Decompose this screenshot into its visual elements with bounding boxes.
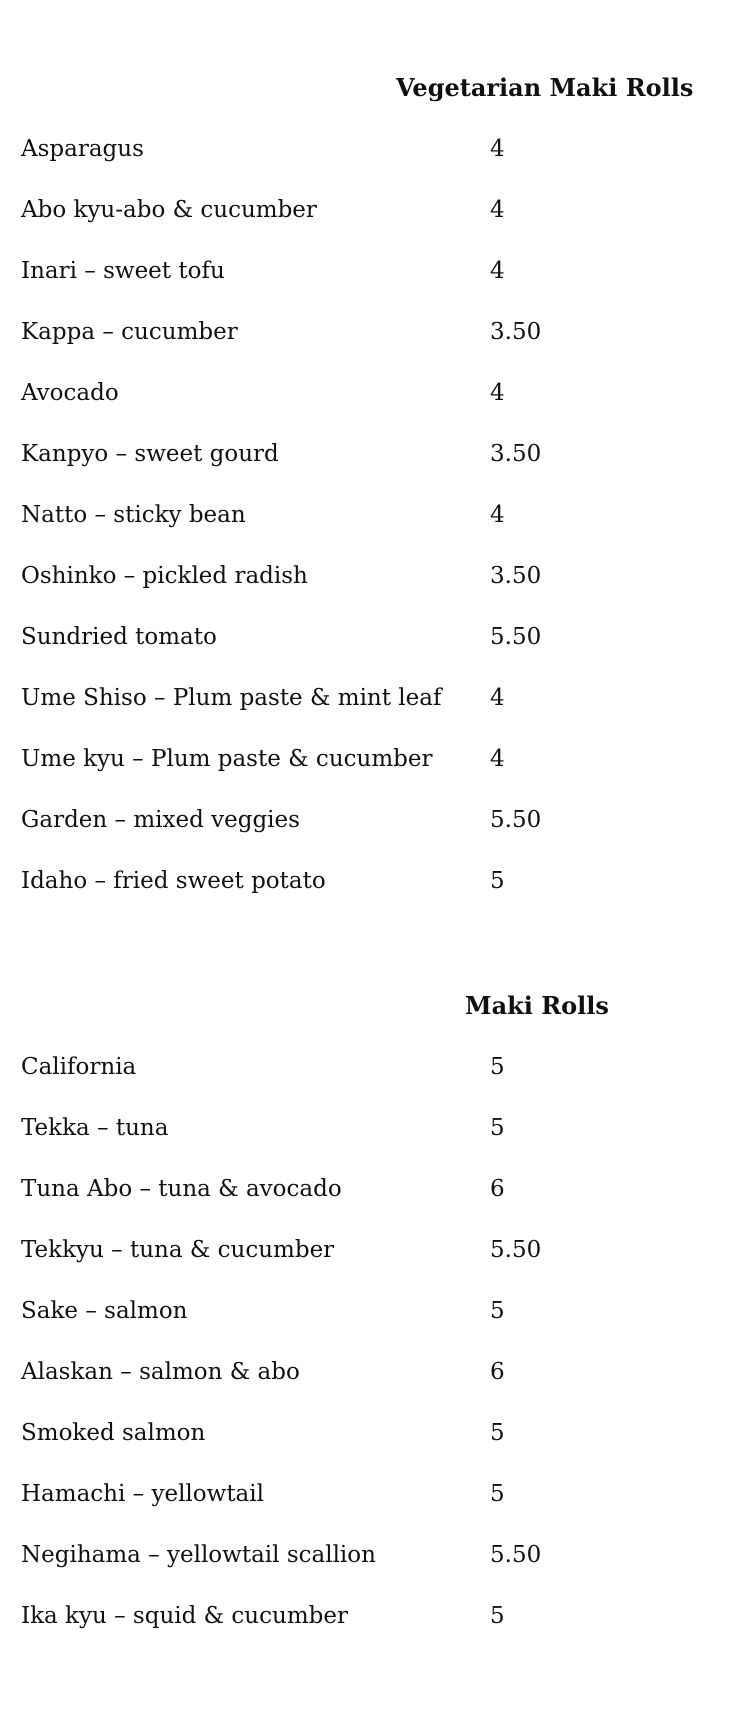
menu-item-name: Natto – sticky bean — [21, 502, 246, 528]
menu-item-name: Ume kyu – Plum paste & cucumber — [21, 746, 433, 772]
menu-item-price: 4 — [490, 685, 505, 711]
menu-item-name: Oshinko – pickled radish — [21, 563, 308, 589]
menu-item — [0, 1174, 750, 1235]
menu-item-price: 3.50 — [490, 319, 542, 345]
menu-item — [0, 1052, 750, 1113]
menu-item-name: Tekka – tuna — [21, 1115, 169, 1141]
menu-item-name: Abo kyu-abo & cucumber — [21, 197, 317, 223]
menu-item-name: Hamachi – yellowtail — [21, 1481, 264, 1507]
menu-item-name: Smoked salmon — [21, 1420, 206, 1446]
menu-item — [0, 1418, 750, 1479]
menu-item-price: 6 — [490, 1359, 505, 1385]
menu-item-name: Kappa – cucumber — [21, 319, 238, 345]
menu-item-price: 5.50 — [490, 807, 542, 833]
menu-item — [0, 1296, 750, 1357]
menu-item — [0, 256, 750, 317]
menu-item-price: 4 — [490, 258, 505, 284]
menu-item-name: Tuna Abo – tuna & avocado — [21, 1176, 342, 1202]
menu-item-price: 5.50 — [490, 624, 542, 650]
menu-item — [0, 561, 750, 622]
menu-item-name: Sake – salmon — [21, 1298, 188, 1324]
menu-item — [0, 805, 750, 866]
menu-item-price: 5 — [490, 1298, 505, 1324]
menu-item-price: 4 — [490, 502, 505, 528]
menu-item-name: Asparagus — [21, 136, 144, 162]
menu-item-price: 5 — [490, 1603, 505, 1629]
menu-item-price: 4 — [490, 136, 505, 162]
menu-item-list — [0, 1052, 750, 1662]
menu-item-price: 4 — [490, 380, 505, 406]
menu-item — [0, 1479, 750, 1540]
menu-item-name: Negihama – yellowtail scallion — [21, 1542, 376, 1568]
menu-item — [0, 439, 750, 500]
menu-item-name: Alaskan – salmon & abo — [21, 1359, 300, 1385]
menu-item-name: Ume Shiso – Plum paste & mint leaf — [21, 685, 442, 711]
menu-item-name: Kanpyo – sweet gourd — [21, 441, 279, 467]
menu-item — [0, 1357, 750, 1418]
menu-item-name: Inari – sweet tofu — [21, 258, 225, 284]
menu-item-name: Idaho – fried sweet potato — [21, 868, 326, 894]
menu-item-price: 5 — [490, 1420, 505, 1446]
menu-item-price: 3.50 — [490, 441, 542, 467]
menu-item — [0, 744, 750, 805]
menu-item — [0, 1113, 750, 1174]
menu-item — [0, 683, 750, 744]
menu-item-name: Garden – mixed veggies — [21, 807, 300, 833]
menu-item — [0, 1540, 750, 1601]
section-title: Vegetarian Maki Rolls — [396, 73, 694, 102]
menu-item-price: 6 — [490, 1176, 505, 1202]
menu-item-price: 5 — [490, 1481, 505, 1507]
menu-item — [0, 317, 750, 378]
menu-item-name: Avocado — [21, 380, 119, 406]
menu-item-name: Sundried tomato — [21, 624, 217, 650]
section-title: Maki Rolls — [465, 991, 609, 1020]
menu-item-price: 3.50 — [490, 563, 542, 589]
menu-item-price: 5 — [490, 1054, 505, 1080]
menu-item-price: 5.50 — [490, 1542, 542, 1568]
menu-item — [0, 622, 750, 683]
menu-item — [0, 378, 750, 439]
menu-item-name: California — [21, 1054, 137, 1080]
menu-item-price: 4 — [490, 746, 505, 772]
menu-item-list — [0, 134, 750, 927]
menu-item — [0, 1235, 750, 1296]
menu-item — [0, 195, 750, 256]
menu-item — [0, 500, 750, 561]
menu-item — [0, 134, 750, 195]
menu-item — [0, 1601, 750, 1662]
menu-item-name: Ika kyu – squid & cucumber — [21, 1603, 348, 1629]
menu-item-price: 5.50 — [490, 1237, 542, 1263]
menu-item-price: 5 — [490, 1115, 505, 1141]
menu-item-price: 5 — [490, 868, 505, 894]
menu-item-name: Tekkyu – tuna & cucumber — [21, 1237, 335, 1263]
menu-item-price: 4 — [490, 197, 505, 223]
menu-item — [0, 866, 750, 927]
